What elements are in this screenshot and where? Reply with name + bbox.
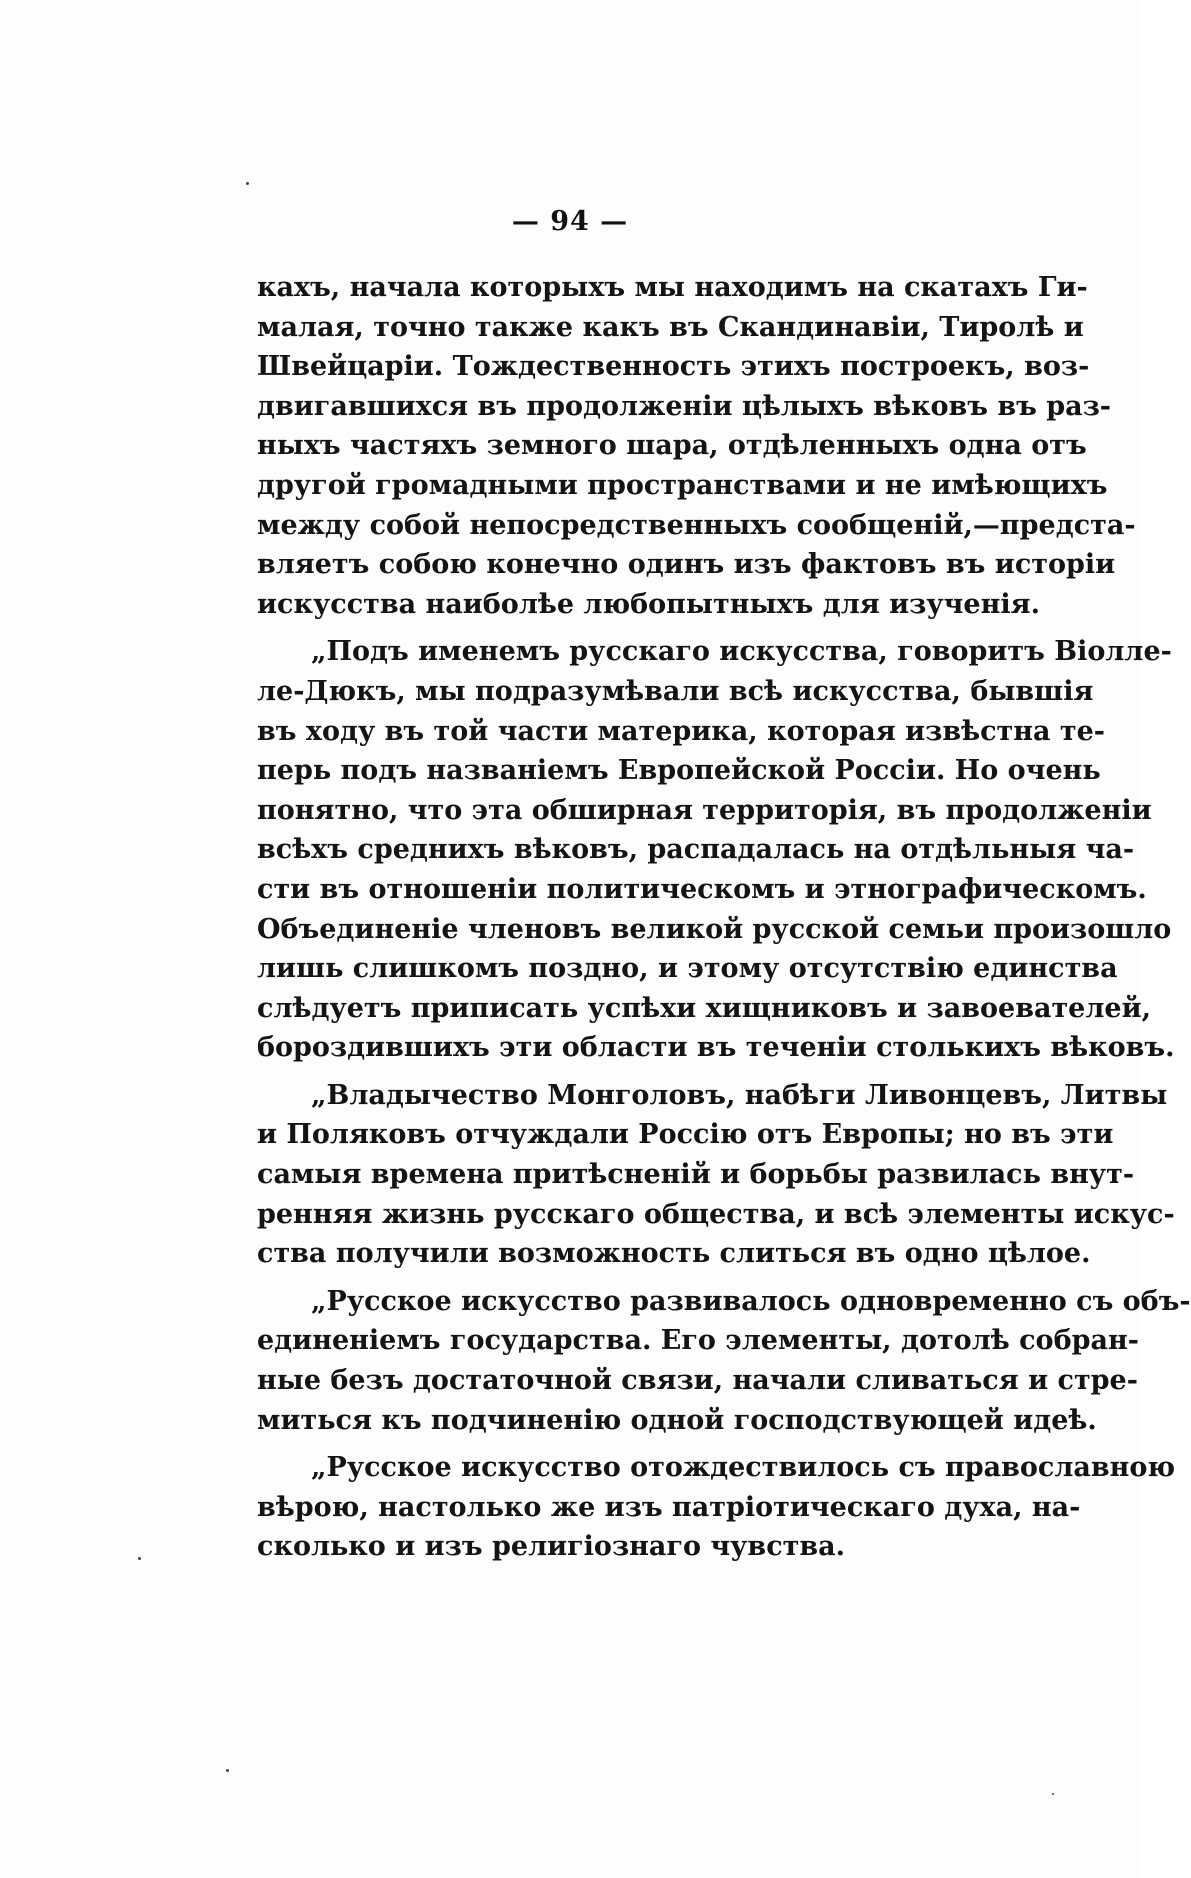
text-line: „Русское искусство развивалось одновременно съ объ- — [311, 1285, 1191, 1317]
scan-speck — [138, 1557, 141, 1560]
page-number: — 94 — — [511, 206, 629, 237]
scan-speck — [226, 1769, 229, 1772]
text-line: ренняя жизнь русскаго общества, и всѣ элементы искус- — [257, 1198, 1175, 1230]
text-line: лишь слишкомъ поздно, и этому отсутствію единства — [257, 953, 1118, 985]
text-line: вѣрою, настолько же изъ патріотическаго духа, на- — [257, 1491, 1081, 1523]
paragraph-4 — [257, 1282, 1191, 1440]
text-line: „Подъ именемъ русскаго искусства, говоритъ Віолле- — [311, 636, 1172, 668]
paragraph-1 — [257, 268, 1136, 624]
text-line: самыя времена притѣсненій и борьбы развилась внут- — [257, 1159, 1135, 1191]
scan-speck — [1052, 1793, 1054, 1795]
text-line: „Владычество Монголовъ, набѣги Ливонцевъ, Литвы — [311, 1079, 1168, 1111]
text-line: ства получили возможность слиться въ одно цѣлое. — [257, 1238, 1091, 1270]
text-line: Швейцаріи. Тождественность этихъ построекъ, воз- — [257, 351, 1090, 383]
text-line: всѣхъ среднихъ вѣковъ, распадалась на отдѣльныя ча- — [257, 834, 1135, 866]
text-line: ныхъ частяхъ земного шара, отдѣленныхъ одна отъ — [257, 430, 1087, 462]
text-line: въ ходу въ той части материка, которая извѣстна те- — [257, 715, 1106, 747]
text-line: другой громадными пространствами и не имѣющихъ — [257, 469, 1108, 501]
text-line: бороздившихъ эти области въ теченіи столькихъ вѣковъ. — [257, 1032, 1175, 1064]
paragraph-2 — [257, 632, 1175, 1068]
text-line: Объединеніе членовъ великой русской семьи произошло — [257, 913, 1172, 945]
text-line: ные безъ достаточной связи, начали сливаться и стре- — [257, 1365, 1138, 1397]
text-line: перь подъ названіемъ Европейской Россіи. Но очень — [257, 755, 1101, 787]
paragraph-3 — [257, 1076, 1175, 1274]
text-line: вляетъ собою конечно одинъ изъ фактовъ въ исторіи — [257, 549, 1116, 581]
text-line: „Русское искусство отождествилось съ православною — [311, 1452, 1176, 1484]
text-line: двигавшихся въ продолженіи цѣлыхъ вѣковъ въ раз- — [257, 390, 1112, 422]
text-line: ле-Дюкъ, мы подразумѣвали всѣ искусства, бывшія — [257, 675, 1094, 707]
text-line: между собой непосредственныхъ сообщеній,—предста- — [257, 509, 1136, 541]
text-line: слѣдуетъ приписать успѣхи хищниковъ и завоевателей, — [257, 992, 1152, 1024]
scan-speck — [246, 182, 249, 185]
body-text — [257, 268, 1191, 1575]
text-line: сколько и изъ религіознаго чувства. — [257, 1531, 846, 1563]
text-line: понятно, что эта обширная территорія, въ продолженіи — [257, 794, 1152, 826]
text-line: кахъ, начала которыхъ мы находимъ на скатахъ Ги- — [257, 272, 1088, 303]
text-line: миться къ подчиненію одной господствующей идеѣ. — [257, 1404, 1097, 1436]
text-line: искусства наиболѣе любопытныхъ для изученія. — [257, 588, 1040, 620]
text-line: сти въ отношеніи политическомъ и этнографическомъ. — [257, 873, 1147, 905]
text-line: и Поляковъ отчуждали Россію отъ Европы; но въ эти — [257, 1119, 1114, 1151]
paragraph-5 — [257, 1448, 1176, 1567]
text-line: малая, точно также какъ въ Скандинавіи, Тиролѣ и — [257, 311, 1084, 343]
text-line: единеніемъ государства. Его элементы, дотолѣ собран- — [257, 1325, 1139, 1357]
